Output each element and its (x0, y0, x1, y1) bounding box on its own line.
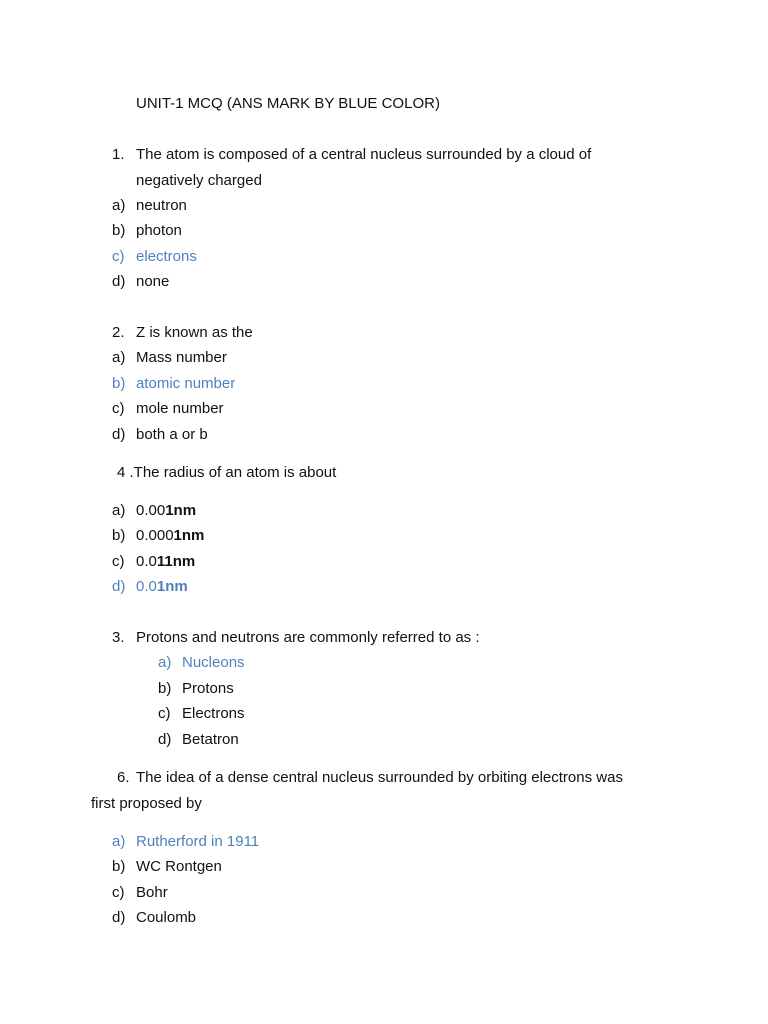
q4-text: 4 .The radius of an atom is about (117, 464, 337, 481)
q1-option-c-label: c) (112, 248, 125, 265)
q3-option-d: Betatron (182, 731, 239, 748)
q2-option-b-label: b) (112, 375, 126, 392)
q3-text: Protons and neutrons are commonly referred to as : (136, 629, 480, 646)
q4-option-c-prefix: 0.0 (136, 553, 157, 570)
q2-option-d-label: d) (112, 426, 126, 443)
q1-text-line2: negatively charged (136, 172, 262, 189)
q4-option-b-label: b) (112, 527, 126, 544)
q3-option-a-label: a) (158, 654, 172, 671)
q6-option-d: Coulomb (136, 909, 197, 926)
page-title: UNIT-1 MCQ (ANS MARK BY BLUE COLOR) (136, 95, 440, 112)
q1-option-d: none (136, 273, 170, 290)
q4-option-d-suffix: 1nm (156, 578, 188, 595)
q4-option-c (136, 552, 195, 572)
q3-option-b-label: b) (158, 680, 172, 697)
q4-option-c-suffix: 11nm (156, 553, 196, 570)
q2-number: 2. (112, 324, 125, 341)
q1-option-b: photon (136, 222, 182, 239)
q3-option-d-label: d) (158, 731, 172, 748)
q1-text-line1: The atom is composed of a central nucleus surrounded by a cloud of (136, 146, 592, 163)
q6-option-b-label: b) (112, 858, 126, 875)
q2-option-c-label: c) (112, 400, 125, 417)
q6-option-c-label: c) (112, 884, 125, 901)
q4-option-a-suffix: 1nm (165, 502, 197, 519)
q4-option-b-suffix: 1nm (173, 527, 205, 544)
q6-text-line1: The idea of a dense central nucleus surrounded by orbiting electrons was (136, 769, 623, 786)
q1-option-c-answer: electrons (136, 248, 197, 265)
q2-option-d: both a or b (136, 426, 208, 443)
q6-option-a-label: a) (112, 833, 126, 850)
q3-option-b: Protons (182, 680, 234, 697)
q6-option-a-answer: Rutherford in 1911 (136, 833, 260, 850)
q2-option-b-answer: atomic number (136, 375, 236, 392)
q6-option-d-label: d) (112, 909, 126, 926)
q4-option-a (136, 501, 196, 521)
q4-option-a-prefix: 0.00 (136, 502, 166, 519)
q4-option-d-answer (136, 577, 188, 597)
q4-option-d-label: d) (112, 578, 126, 595)
q4-option-b (136, 526, 204, 546)
q2-option-a: Mass number (136, 349, 227, 366)
q2-text: Z is known as the (136, 324, 253, 341)
q3-option-a-answer: Nucleons (182, 654, 245, 671)
q2-option-c: mole number (136, 400, 224, 417)
q3-number: 3. (112, 629, 125, 646)
q2-option-a-label: a) (112, 349, 126, 366)
q1-option-b-label: b) (112, 222, 126, 239)
q4-option-c-label: c) (112, 553, 125, 570)
q3-option-c: Electrons (182, 705, 245, 722)
q6-text-line2: first proposed by (91, 795, 202, 812)
q3-option-c-label: c) (158, 705, 171, 722)
q4-option-b-prefix: 0.000 (136, 527, 174, 544)
q6-option-b: WC Rontgen (136, 858, 222, 875)
q1-option-a: neutron (136, 197, 187, 214)
q1-option-a-label: a) (112, 197, 126, 214)
q4-option-a-label: a) (112, 502, 126, 519)
q6-option-c: Bohr (136, 884, 168, 901)
q1-option-d-label: d) (112, 273, 126, 290)
q4-option-d-prefix: 0.0 (136, 578, 157, 595)
q1-number: 1. (112, 146, 125, 163)
q6-number: 6. (117, 769, 130, 786)
